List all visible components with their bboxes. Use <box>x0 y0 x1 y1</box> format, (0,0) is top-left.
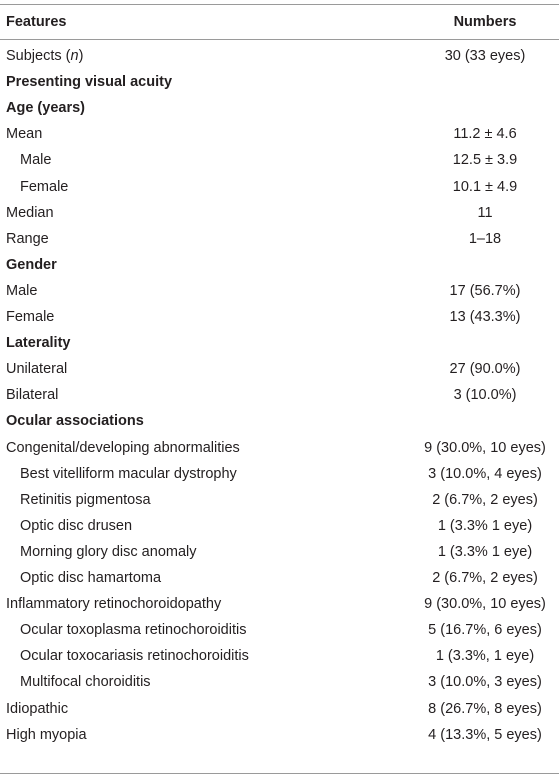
feature-cell: Gender <box>6 256 57 273</box>
feature-cell: Female <box>20 178 69 195</box>
table-row <box>0 461 559 487</box>
table-row <box>0 722 559 748</box>
feature-cell: Bilateral <box>6 387 59 404</box>
feature-cell: Unilateral <box>6 361 68 378</box>
table-row <box>0 304 559 330</box>
feature-cell: Optic disc drusen <box>20 517 133 534</box>
number-cell: 1 (3.3% 1 eye) <box>437 517 533 534</box>
feature-cell: Male <box>6 282 38 299</box>
feature-cell: Presenting visual acuity <box>6 74 173 91</box>
number-cell: 4 (13.3%, 5 eyes) <box>428 726 542 743</box>
feature-cell: High myopia <box>6 726 87 743</box>
section-heading-row <box>0 95 559 121</box>
section-heading-row <box>0 330 559 356</box>
table-row <box>0 382 559 408</box>
number-cell: 3 (10.0%, 3 eyes) <box>428 674 542 691</box>
table-row <box>0 356 559 382</box>
feature-cell: Ocular toxoplasma retinochoroiditis <box>20 622 247 639</box>
feature-cell: Inflammatory retinochoroidopathy <box>6 596 222 613</box>
table-row <box>0 174 559 200</box>
table-row <box>0 121 559 147</box>
table-row <box>0 226 559 252</box>
table-row <box>0 487 559 513</box>
feature-cell: Subjects (n) <box>6 48 84 64</box>
number-cell: 9 (30.0%, 10 eyes) <box>424 439 546 456</box>
table-row <box>0 539 559 565</box>
number-cell: 11 <box>477 204 493 221</box>
number-cell: 13 (43.3%) <box>449 309 521 325</box>
feature-cell: Male <box>20 152 52 169</box>
column-header-numbers: Numbers <box>453 14 517 30</box>
table-row <box>0 669 559 695</box>
number-cell: 3 (10.0%, 4 eyes) <box>428 465 542 482</box>
number-cell: 2 (6.7%, 2 eyes) <box>432 570 538 586</box>
feature-cell: Mean <box>6 126 43 143</box>
table-row <box>0 278 559 304</box>
header-rule <box>0 39 559 40</box>
number-cell: 2 (6.7%, 2 eyes) <box>432 491 538 508</box>
feature-cell: Morning glory disc anomaly <box>20 543 197 560</box>
feature-cell: Range <box>6 230 49 247</box>
table-row <box>0 696 559 722</box>
number-cell: 17 (56.7%) <box>449 282 521 299</box>
table-row <box>0 565 559 591</box>
column-header-features: Features <box>6 14 67 30</box>
feature-cell: Multifocal choroiditis <box>20 674 151 691</box>
number-cell: 27 (90.0%) <box>449 361 521 378</box>
table-row <box>0 43 559 69</box>
number-cell: 30 (33 eyes) <box>444 48 526 64</box>
number-cell: 1 (3.3% 1 eye) <box>437 543 533 560</box>
table-row <box>0 513 559 539</box>
number-cell: 10.1 ± 4.9 <box>452 178 518 195</box>
section-heading-row <box>0 408 559 434</box>
feature-cell: Best vitelliform macular dystrophy <box>20 465 237 482</box>
number-cell: 1 (3.3%, 1 eye) <box>435 648 535 665</box>
feature-cell: Median <box>6 204 54 221</box>
table-row <box>0 200 559 226</box>
feature-cell: Laterality <box>6 335 71 352</box>
number-cell: 9 (30.0%, 10 eyes) <box>424 596 546 613</box>
number-cell: 5 (16.7%, 6 eyes) <box>428 622 542 639</box>
section-heading-row <box>0 69 559 95</box>
feature-cell: Ocular toxocariasis retinochoroiditis <box>20 648 249 665</box>
feature-cell: Idiopathic <box>6 700 69 717</box>
number-cell: 1–18 <box>468 230 502 247</box>
number-cell: 11.2 ± 4.6 <box>453 126 517 143</box>
feature-cell: Female <box>6 309 55 325</box>
table-top-rule <box>0 4 559 5</box>
number-cell: 12.5 ± 3.9 <box>452 152 518 169</box>
table-row <box>0 147 559 173</box>
number-cell: 3 (10.0%) <box>453 387 517 404</box>
table-row <box>0 591 559 617</box>
feature-cell: Congenital/developing abnormalities <box>6 439 240 456</box>
table-row <box>0 617 559 643</box>
table-row <box>0 643 559 669</box>
number-cell: 8 (26.7%, 8 eyes) <box>428 700 542 717</box>
feature-cell: Ocular associations <box>6 413 144 430</box>
feature-cell: Retinitis pigmentosa <box>20 491 151 508</box>
feature-cell: Optic disc hamartoma <box>20 570 162 586</box>
feature-cell: Age (years) <box>6 100 85 117</box>
table-row <box>0 435 559 461</box>
table-bottom-rule <box>0 773 559 774</box>
section-heading-row <box>0 252 559 278</box>
